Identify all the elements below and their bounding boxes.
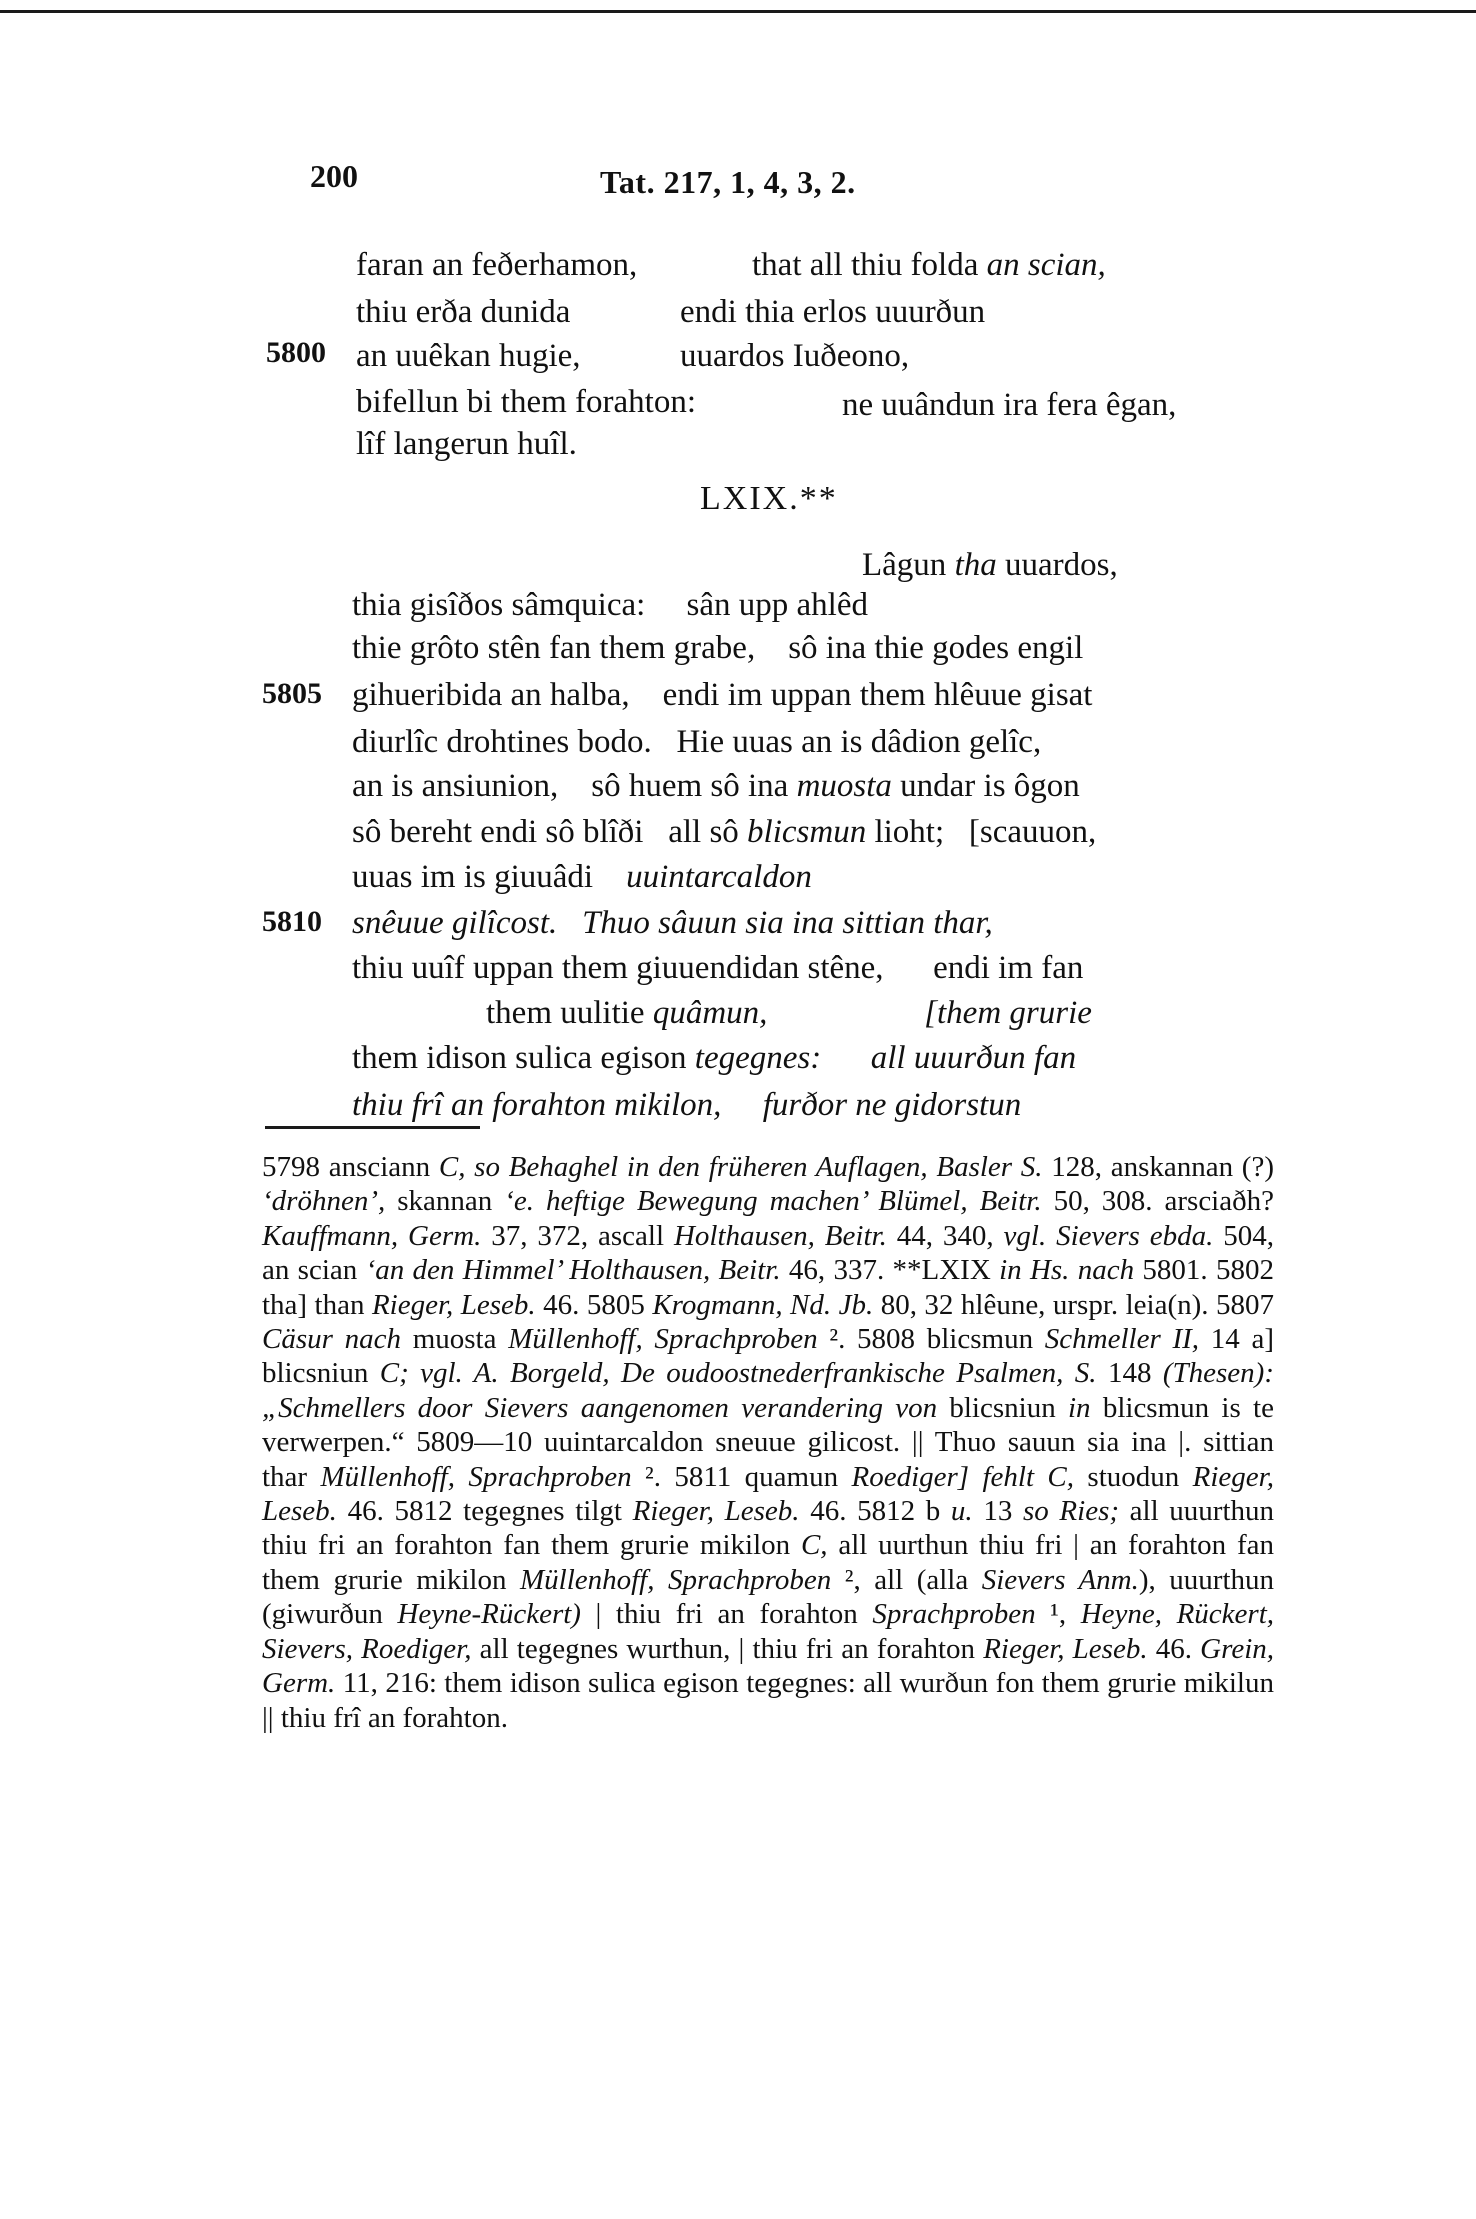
footnote-segment: 50, 308. arsciaðh? (1041, 1185, 1274, 1218)
verse-line (352, 675, 1092, 715)
footnote-segment: ‘dröhnen’, (262, 1185, 386, 1218)
footnote-segment: muosta (401, 1323, 509, 1356)
footnote-segment: Heyne-Rückert) (397, 1598, 581, 1631)
footnote-segment: Heyne, Rückert, Sievers, Roediger, (262, 1598, 1274, 1665)
footnote-segment: Krogmann, Nd. Jb. (652, 1288, 874, 1321)
verse-segment: snêuue gilîcost. (352, 905, 558, 941)
verse-line (352, 628, 1083, 668)
verse-line: an uuêkan hugie, (356, 338, 581, 374)
footnote-segment: 46. (1147, 1632, 1201, 1665)
verse-line (352, 903, 993, 943)
footnote-segment: 80, 32 hlêune, urspr. leia(n). 5807 (873, 1288, 1275, 1321)
verse-segment: sô huem sô ina (558, 768, 797, 804)
footnote-segment: so Ries; (1022, 1495, 1120, 1528)
footnote-segment: | thiu fri an forahton (580, 1598, 873, 1631)
footnote-segment: 46. 5812 b (799, 1495, 951, 1528)
footnote-segment: 11, 216: them idison sulica egison tegegnes: all wurðun fon them grurie mikilun || thiu frî an forahton. (262, 1667, 1274, 1734)
footnote-segment: ‘e. heftige Bewegung machen’ Blümel, Beitr. (504, 1185, 1042, 1218)
verse-line (352, 812, 1096, 852)
verse-line (352, 948, 1083, 988)
verse-line-b: that all thiu folda an scian, (752, 247, 1106, 283)
verse-line (352, 585, 868, 625)
verse-segment: all sô (643, 814, 748, 850)
verse-segment: Hie uuas an is dâdion gelîc, (651, 724, 1042, 760)
footnote-segment: C; vgl. A. Borgeld, De oudoostnederfrankische Psalmen, S. (379, 1357, 1097, 1390)
verse-segment: gihueribida an halba, (352, 677, 630, 713)
verse-segment: them uulitie (486, 995, 653, 1031)
footnote-segment: Rieger, Leseb. (983, 1632, 1148, 1665)
footnote-segment: Rieger, Leseb. (371, 1288, 536, 1321)
footnote-segment: Rieger, Leseb. (632, 1495, 800, 1528)
verse-line (352, 722, 1041, 762)
verse-segment: [them grurie (767, 995, 1092, 1031)
running-head: Tat. 217, 1, 4, 3, 2. (600, 164, 856, 200)
verse-segment: blicsmun (747, 814, 867, 850)
verse-segment: muosta (796, 768, 892, 804)
line-number: 5800 (266, 336, 326, 369)
verse-line (352, 766, 1080, 806)
verse-segment: an is ansiunion, (352, 768, 559, 804)
section-heading: LXIX.** (700, 480, 838, 517)
page-header (0, 158, 1476, 202)
verse-segment: tegegnes: (694, 1040, 822, 1076)
footnote-segment: 44, 340, (886, 1219, 1004, 1252)
verse-segment: sân upp ahlêd (645, 587, 868, 623)
footnote-segment: (Thesen): „Schmellers door Sievers aangenomen verandering von (262, 1357, 1274, 1424)
verse-segment: quâmun, (652, 995, 768, 1031)
footnote-segment: ². 5811 quamun (631, 1460, 852, 1493)
verse-segment: them idison sulica egison (352, 1040, 695, 1076)
footnotes (262, 1150, 1274, 1735)
footnote-segment: ². 5808 blicsmun (817, 1323, 1045, 1356)
footnote-segment: all uurthun thiu fri | an forahton fan them grurie mikilon (262, 1529, 1275, 1596)
footnote-segment: Roediger] fehlt C, (851, 1460, 1075, 1493)
verse-line (352, 857, 812, 897)
verse-segment: Thuo sâuun sia ina sittian thar, (557, 905, 993, 941)
footnote-segment: Müllenhoff, Sprachproben (320, 1460, 632, 1493)
line-number: 5805 (262, 677, 322, 710)
verse-segment: thiu uuîf uppan them giuuendidan stêne, (352, 950, 884, 986)
footnote-segment: Holthausen, Beitr. (673, 1219, 887, 1252)
page-number: 200 (310, 158, 358, 194)
footnote-segment: 128, anskannan (?) (1042, 1151, 1274, 1183)
verse-segment: uuas im is giuuâdi (352, 859, 594, 895)
footnote-segment: C, so Behaghel in den früheren Auflagen, Basler S. (438, 1151, 1043, 1183)
footnote-segment: 5801. 5802 tha] than (262, 1254, 1274, 1321)
footnote-segment: 13 (972, 1495, 1023, 1528)
verse-line (862, 545, 1118, 585)
verse-line: lîf langerun huîl. (356, 426, 577, 462)
footnote-segment: blicsniun (937, 1391, 1068, 1424)
line-number: 5810 (262, 905, 322, 938)
verse-line-b: ne uuândun ira fera êgan, (842, 387, 1177, 423)
verse-segment: Lâgun (862, 547, 955, 583)
footnote-segment: Müllenhoff, Sprachproben (508, 1323, 818, 1356)
footnote-segment: 504, an scian (262, 1219, 1275, 1287)
footnote-segment: Sievers Anm. (981, 1563, 1139, 1596)
footnote-segment: 46. 5805 (535, 1288, 653, 1321)
verse-segment: all uuurðun fan (821, 1040, 1077, 1076)
verse-line-b: endi thia erlos uuurðun (680, 294, 986, 330)
footnote-segment: all tegegnes wurthun, | thiu fri an forahton (471, 1632, 984, 1665)
verse-line (352, 1085, 1021, 1125)
verse-line: thiu erða dunida (356, 294, 571, 330)
top-rule (0, 10, 1476, 13)
footnote-segment: 5798 ansciann (262, 1151, 439, 1183)
footnote-segment: 148 (1096, 1357, 1163, 1390)
verse-segment: thiu frî an forahton mikilon, (352, 1087, 722, 1123)
footnote-segment: Kauffmann, Germ. (262, 1219, 482, 1252)
verse-segment: uuardos, (996, 547, 1118, 583)
verse-line: faran an feðerhamon, (356, 247, 638, 283)
footnote-segment: u. (950, 1495, 973, 1528)
footnote-segment: ², all (alla (831, 1563, 982, 1596)
verse-segment: thia gisîðos sâmquica: (352, 587, 646, 623)
footnote-segment: all uuurthun thiu fri an forahton fan them grurie mikilon (262, 1495, 1275, 1562)
footnote-segment: Cäsur nach (262, 1323, 401, 1356)
verse-segment: tha (954, 547, 997, 583)
footnote-segment: Müllenhoff, Sprachproben (519, 1563, 832, 1596)
footnote-segment: stuodun (1074, 1460, 1193, 1493)
footnote-segment: Sprachproben (872, 1598, 1036, 1631)
verse-segment: endi im uppan them hlêuue gisat (629, 677, 1093, 713)
verse-line (352, 1038, 1076, 1078)
footnote-segment: ‘an den Himmel’ Holthausen, Beitr. (365, 1254, 781, 1287)
footnote-segment: 37, 372, ascall (481, 1219, 674, 1252)
footnote-segment: 46, 337. **LXIX (780, 1254, 1000, 1287)
footnote-segment: Schmeller II, (1044, 1323, 1200, 1356)
footnote-segment: Grein, Germ. (262, 1632, 1275, 1700)
footnote-rule (265, 1126, 480, 1129)
verse-segment: sô ina thie godes engil (755, 630, 1084, 666)
footnote-segment: in Hs. nach (999, 1254, 1135, 1287)
verse-line: bifellun bi them forahton: (356, 384, 697, 420)
footnote-segment: ), uuurthun (giwurðun (262, 1563, 1275, 1631)
footnote-segment: 46. 5812 tegegnes tilgt (336, 1495, 633, 1528)
verse-segment: endi im fan (883, 950, 1084, 986)
verse-segment: lioht; [scauuon, (866, 814, 1097, 850)
footnote-segment: blicsmun is te verwerpen.“ 5809—10 uuintarcaldon sneuue gilicost. || Thuo sauun sia ina |. sittian thar (262, 1391, 1274, 1493)
verse-segment: undar is ôgon (891, 768, 1080, 804)
footnote-segment: Rieger, Leseb. (262, 1460, 1274, 1528)
verse-segment: furðor ne gidorstun (721, 1087, 1022, 1123)
footnote-segment: in (1067, 1391, 1091, 1424)
footnote-segment: C, (800, 1529, 828, 1562)
verse-line (486, 993, 1092, 1033)
verse-segment: thie grôto stên fan them grabe, (352, 630, 756, 666)
verse-segment: uuintarcaldon (593, 859, 812, 895)
verse-segment: sô bereht endi sô blîði (352, 814, 644, 850)
footnote-segment: skannan (385, 1185, 505, 1218)
footnote-segment: vgl. Sievers ebda. (1003, 1219, 1214, 1252)
verse-line-b: uuardos Iuðeono, (680, 338, 910, 374)
verse-segment: diurlîc drohtines bodo. (352, 724, 652, 760)
footnote-segment: ¹, (1035, 1598, 1081, 1631)
footnote-segment: 14 a] blicsniun (262, 1323, 1274, 1390)
